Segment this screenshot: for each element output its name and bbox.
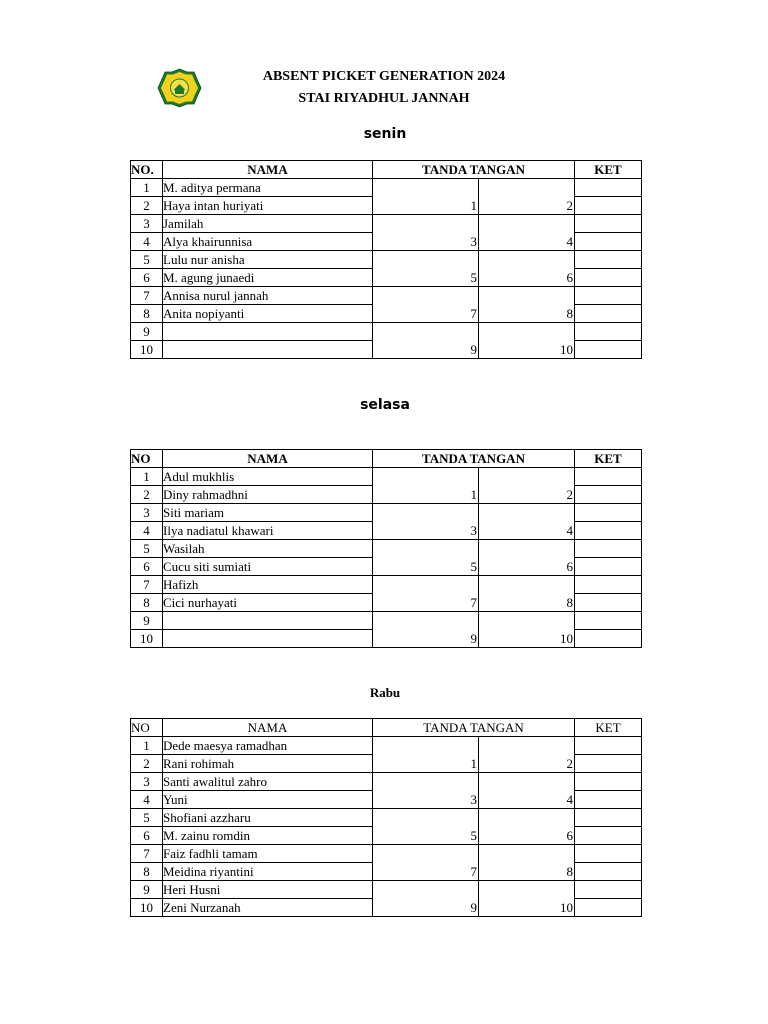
- attendance-table-senin: [130, 160, 642, 359]
- signature-cell[interactable]: [373, 468, 479, 504]
- table-row: [131, 881, 642, 899]
- row-name: M. zainu romdin: [163, 827, 373, 845]
- row-number: 10: [131, 341, 163, 359]
- ket-cell[interactable]: [575, 468, 642, 486]
- row-number: 1: [131, 468, 163, 486]
- ket-cell[interactable]: [575, 737, 642, 755]
- row-number: 10: [131, 899, 163, 917]
- table-row: [131, 809, 642, 827]
- row-name: [163, 630, 373, 648]
- signature-number: 4: [566, 792, 573, 807]
- row-number: 5: [131, 251, 163, 269]
- ket-cell[interactable]: [575, 179, 642, 197]
- ket-cell[interactable]: [575, 323, 642, 341]
- row-number: 8: [131, 305, 163, 323]
- column-header-tanda-tangan: TANDA TANGAN: [373, 719, 575, 737]
- row-number: 2: [131, 197, 163, 215]
- row-number: 7: [131, 287, 163, 305]
- table-row: [131, 468, 642, 486]
- column-header-ket: KET: [575, 161, 642, 179]
- row-number: 1: [131, 737, 163, 755]
- signature-number: 2: [566, 198, 573, 213]
- row-name: Anita nopiyanti: [163, 305, 373, 323]
- row-number: 6: [131, 827, 163, 845]
- ket-cell[interactable]: [575, 845, 642, 863]
- row-name: M. aditya permana: [163, 179, 373, 197]
- table-row: [131, 287, 642, 305]
- row-number: 4: [131, 522, 163, 540]
- signature-cell[interactable]: [479, 576, 575, 612]
- signature-cell[interactable]: [479, 809, 575, 845]
- row-name: [163, 612, 373, 630]
- signature-cell[interactable]: [373, 287, 479, 323]
- table-row: [131, 737, 642, 755]
- table-row: [131, 504, 642, 522]
- signature-number: 8: [566, 595, 573, 610]
- signature-number: 5: [470, 559, 477, 574]
- row-name: Alya khairunnisa: [163, 233, 373, 251]
- signature-number: 8: [566, 864, 573, 879]
- row-number: 1: [131, 179, 163, 197]
- signature-number: 1: [470, 487, 477, 502]
- signature-cell[interactable]: [373, 773, 479, 809]
- signature-cell[interactable]: [479, 468, 575, 504]
- signature-number: 7: [470, 864, 477, 879]
- row-number: 7: [131, 845, 163, 863]
- row-number: 6: [131, 269, 163, 287]
- row-name: Haya intan huriyati: [163, 197, 373, 215]
- ket-cell[interactable]: [575, 827, 642, 845]
- table-row: [131, 612, 642, 630]
- row-number: 3: [131, 773, 163, 791]
- ket-cell[interactable]: [575, 558, 642, 576]
- row-number: 8: [131, 863, 163, 881]
- signature-number: 8: [566, 306, 573, 321]
- signature-cell[interactable]: [373, 323, 479, 359]
- column-header-tanda-tangan: TANDA TANGAN: [373, 161, 575, 179]
- row-name: Cici nurhayati: [163, 594, 373, 612]
- signature-cell[interactable]: [479, 504, 575, 540]
- signature-number: 6: [566, 828, 573, 843]
- ket-cell[interactable]: [575, 863, 642, 881]
- ket-cell[interactable]: [575, 809, 642, 827]
- signature-number: 10: [560, 900, 573, 915]
- table-row: [131, 215, 642, 233]
- row-number: 9: [131, 323, 163, 341]
- row-name: Zeni Nurzanah: [163, 899, 373, 917]
- row-number: 6: [131, 558, 163, 576]
- signature-number: 6: [566, 559, 573, 574]
- ket-cell[interactable]: [575, 612, 642, 630]
- institution-name: STAI RIYADHUL JANNAH: [298, 91, 470, 106]
- row-name: Diny rahmadhni: [163, 486, 373, 504]
- ket-cell[interactable]: [575, 522, 642, 540]
- signature-number: 5: [470, 270, 477, 285]
- row-name: [163, 341, 373, 359]
- signature-number: 3: [470, 523, 477, 538]
- signature-cell[interactable]: [479, 287, 575, 323]
- day-heading-rabu: Rabu: [369, 685, 401, 700]
- signature-number: 2: [566, 487, 573, 502]
- ket-cell[interactable]: [575, 881, 642, 899]
- signature-cell[interactable]: [373, 179, 479, 215]
- table-row: [131, 179, 642, 197]
- table-header-row: [131, 161, 642, 179]
- ket-cell[interactable]: [575, 899, 642, 917]
- signature-cell[interactable]: [479, 323, 575, 359]
- signature-cell[interactable]: [373, 881, 479, 917]
- ket-cell[interactable]: [575, 576, 642, 594]
- signature-number: 10: [560, 342, 573, 357]
- attendance-table-selasa: [130, 449, 642, 648]
- row-number: 2: [131, 486, 163, 504]
- signature-cell[interactable]: [373, 215, 479, 251]
- ket-cell[interactable]: [575, 540, 642, 558]
- signature-number: 1: [470, 756, 477, 771]
- signature-cell[interactable]: [373, 845, 479, 881]
- signature-cell[interactable]: [373, 251, 479, 287]
- signature-cell[interactable]: [373, 612, 479, 648]
- row-number: 2: [131, 755, 163, 773]
- row-number: 4: [131, 233, 163, 251]
- signature-number: 9: [470, 631, 477, 646]
- ket-cell[interactable]: [575, 269, 642, 287]
- signature-number: 1: [470, 198, 477, 213]
- column-header-no: NO: [131, 719, 163, 737]
- table-row: [131, 773, 642, 791]
- column-header-tanda-tangan: TANDA TANGAN: [373, 450, 575, 468]
- signature-cell[interactable]: [479, 773, 575, 809]
- row-number: 8: [131, 594, 163, 612]
- column-header-ket: KET: [575, 719, 642, 737]
- signature-number: 3: [470, 234, 477, 249]
- row-name: [163, 323, 373, 341]
- table-header-row: [131, 450, 642, 468]
- signature-number: 3: [470, 792, 477, 807]
- table-row: [131, 845, 642, 863]
- column-header-nama: NAMA: [163, 161, 373, 179]
- signature-number: 5: [470, 828, 477, 843]
- row-number: 3: [131, 504, 163, 522]
- signature-cell[interactable]: [479, 179, 575, 215]
- column-header-ket: KET: [575, 450, 642, 468]
- ket-cell[interactable]: [575, 773, 642, 791]
- ket-cell[interactable]: [575, 215, 642, 233]
- signature-number: 7: [470, 306, 477, 321]
- signature-cell[interactable]: [479, 612, 575, 648]
- signature-cell[interactable]: [479, 737, 575, 773]
- row-name: Adul mukhlis: [163, 468, 373, 486]
- table-row: [131, 323, 642, 341]
- signature-number: 4: [566, 523, 573, 538]
- row-name: Faiz fadhli tamam: [163, 845, 373, 863]
- row-number: 3: [131, 215, 163, 233]
- row-name: Siti mariam: [163, 504, 373, 522]
- row-name: Cucu siti sumiati: [163, 558, 373, 576]
- row-name: Annisa nurul jannah: [163, 287, 373, 305]
- ket-cell[interactable]: [575, 755, 642, 773]
- row-name: Heri Husni: [163, 881, 373, 899]
- ket-cell[interactable]: [575, 791, 642, 809]
- column-header-no: NO: [131, 450, 163, 468]
- table-row: [131, 251, 642, 269]
- signature-cell[interactable]: [373, 504, 479, 540]
- ket-cell[interactable]: [575, 251, 642, 269]
- ket-cell[interactable]: [575, 197, 642, 215]
- row-name: Rani rohimah: [163, 755, 373, 773]
- signature-cell[interactable]: [479, 881, 575, 917]
- ket-cell[interactable]: [575, 233, 642, 251]
- row-number: 5: [131, 809, 163, 827]
- column-header-no: NO.: [131, 161, 163, 179]
- signature-cell[interactable]: [373, 576, 479, 612]
- ket-cell[interactable]: [575, 504, 642, 522]
- row-name: Ilya nadiatul khawari: [163, 522, 373, 540]
- signature-cell[interactable]: [479, 845, 575, 881]
- signature-cell[interactable]: [373, 809, 479, 845]
- column-header-nama: NAMA: [163, 719, 373, 737]
- signature-number: 9: [470, 342, 477, 357]
- table-row: [131, 576, 642, 594]
- signature-number: 10: [560, 631, 573, 646]
- day-heading-selasa: selasa: [360, 397, 410, 413]
- column-header-nama: NAMA: [163, 450, 373, 468]
- signature-number: 6: [566, 270, 573, 285]
- row-number: 5: [131, 540, 163, 558]
- ket-cell[interactable]: [575, 305, 642, 323]
- row-name: Santi awalitul zahro: [163, 773, 373, 791]
- row-number: 9: [131, 612, 163, 630]
- row-name: Hafizh: [163, 576, 373, 594]
- table-header-row: [131, 719, 642, 737]
- ket-cell[interactable]: [575, 630, 642, 648]
- row-number: 7: [131, 576, 163, 594]
- row-name: M. agung junaedi: [163, 269, 373, 287]
- table-row: [131, 540, 642, 558]
- row-number: 10: [131, 630, 163, 648]
- row-name: Dede maesya ramadhan: [163, 737, 373, 755]
- row-number: 9: [131, 881, 163, 899]
- signature-cell[interactable]: [373, 737, 479, 773]
- signature-number: 7: [470, 595, 477, 610]
- row-name: Lulu nur anisha: [163, 251, 373, 269]
- attendance-table-rabu: [130, 718, 642, 917]
- signature-cell[interactable]: [373, 540, 479, 576]
- document-title: ABSENT PICKET GENERATION 2024: [262, 69, 506, 84]
- row-name: Yuni: [163, 791, 373, 809]
- ket-cell[interactable]: [575, 486, 642, 504]
- signature-number: 2: [566, 756, 573, 771]
- signature-cell[interactable]: [479, 540, 575, 576]
- signature-number: 4: [566, 234, 573, 249]
- signature-number: 9: [470, 900, 477, 915]
- signature-cell[interactable]: [479, 215, 575, 251]
- day-heading-senin: senin: [363, 126, 407, 142]
- row-name: Meidina riyantini: [163, 863, 373, 881]
- row-name: Jamilah: [163, 215, 373, 233]
- row-name: Shofiani azzharu: [163, 809, 373, 827]
- ket-cell[interactable]: [575, 287, 642, 305]
- ket-cell[interactable]: [575, 341, 642, 359]
- row-name: Wasilah: [163, 540, 373, 558]
- signature-cell[interactable]: [479, 251, 575, 287]
- ket-cell[interactable]: [575, 594, 642, 612]
- row-number: 4: [131, 791, 163, 809]
